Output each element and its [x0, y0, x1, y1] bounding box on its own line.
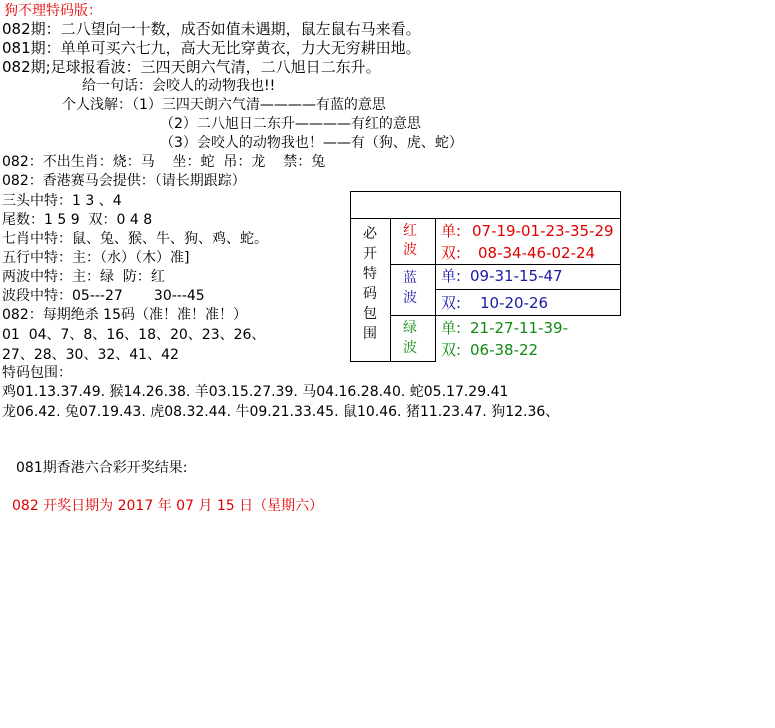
side-char: 必	[363, 226, 377, 242]
head-line: 三头中特：1 3 、4	[2, 193, 122, 209]
group-char: 蓝	[403, 270, 417, 286]
result-title: 081期香港六合彩开奖结果:	[16, 460, 188, 476]
green-wave-label-cell	[391, 316, 436, 362]
seven-zodiac-line: 七肖中特：鼠、兔、猴、牛、狗、鸡、蛇。	[2, 231, 268, 247]
zodiac-numbers-1: 鸡01.13.37.49. 猴14.26.38. 羊03.15.27.39. 马04.16.28.40. 蛇05.17.29.41	[2, 384, 509, 400]
kill-numbers-2: 27、28、30、32、41、42	[2, 347, 179, 363]
side-char: 包	[363, 306, 377, 322]
hint-line: 给一句话：会咬人的动物我也!!	[82, 78, 276, 94]
zodiac-numbers-2: 龙06.42. 兔07.19.43. 虎08.32.44. 牛09.21.33.45. 鼠10.46. 猪11.23.47. 狗12.36、	[2, 404, 560, 420]
zodiac-exclude-line: 082：不出生肖：烧：马 坐：蛇 吊：龙 禁：兔	[2, 154, 326, 170]
two-wave-line: 两波中特：主：绿 防：红	[2, 269, 165, 285]
red-wave-label-cell	[391, 219, 436, 265]
green-double-value: 06-38-22	[470, 341, 539, 359]
green-wave-values-cell	[436, 316, 621, 362]
surround-table	[350, 191, 621, 362]
blue-single-label: 单:	[441, 267, 462, 285]
explain-line-3: （3）会咬人的动物我也！——有（狗、虎、蛇）	[160, 135, 463, 151]
red-single-value: 07-19-01-23-35-29	[472, 222, 614, 240]
group-char: 绿	[403, 320, 417, 336]
draw-date: 082 开奖日期为 2017 年 07 月 15 日（星期六）	[12, 498, 324, 514]
five-element-line: 五行中特：主：（水）（木）准]	[2, 250, 190, 266]
red-single-label: 单:	[441, 222, 462, 240]
green-double-label: 双:	[441, 341, 462, 359]
side-char: 开	[363, 246, 377, 262]
blue-wave-label-cell	[391, 265, 436, 316]
blue-double-value: 10-20-26	[480, 294, 549, 312]
group-char: 波	[403, 242, 417, 258]
table-header-row	[351, 192, 621, 219]
prediction-line-081: 081期：单单可买六七九，高大无比穿黄衣，力大无穷耕田地。	[2, 39, 421, 57]
red-wave-values-cell	[436, 219, 621, 265]
red-double-value: 08-34-46-02-24	[478, 244, 596, 262]
kill-line: 082：每期绝杀 15码（准！准！准！）	[2, 307, 247, 323]
prediction-line-082: 082期：二八望向一十数，成否如值未遇期，鼠左鼠右马来看。	[2, 20, 421, 38]
blue-single-value: 09-31-15-47	[470, 267, 563, 285]
jockey-club-line: 082：香港赛马会提供：（请长期跟踪）	[2, 173, 246, 189]
wave-range-line: 波段中特：05---27 30---45	[2, 288, 205, 304]
special-surround-title: 特码包围：	[2, 365, 72, 381]
side-char: 围	[363, 326, 377, 342]
green-single-value: 21-27-11-39-	[470, 319, 568, 337]
group-char: 波	[403, 340, 417, 356]
football-line: 082期;足球报看波：三四天朗六气清，二八旭日二东升。	[2, 58, 381, 76]
blue-double-label: 双:	[441, 294, 462, 312]
blue-single-cell	[436, 265, 621, 290]
group-char: 红	[403, 223, 417, 239]
explain-line-1: 个人浅解：（1）三四天朗六气清————有蓝的意思	[62, 97, 386, 113]
side-char: 码	[363, 286, 377, 302]
blue-double-cell	[436, 290, 621, 316]
kill-numbers-1: 01 04、7、8、16、18、20、23、26、	[2, 327, 266, 343]
green-single-label: 单:	[441, 319, 462, 337]
red-double-label: 双:	[441, 244, 462, 262]
explain-line-2: （2）二八旭日二东升————有红的意思	[160, 116, 421, 132]
group-char: 波	[403, 290, 417, 306]
side-char: 特	[363, 266, 377, 282]
side-label-cell	[351, 219, 391, 362]
tail-line: 尾数：1 5 9 双：0 4 8	[2, 212, 153, 228]
page-title: 狗不理特码版：	[4, 3, 102, 19]
